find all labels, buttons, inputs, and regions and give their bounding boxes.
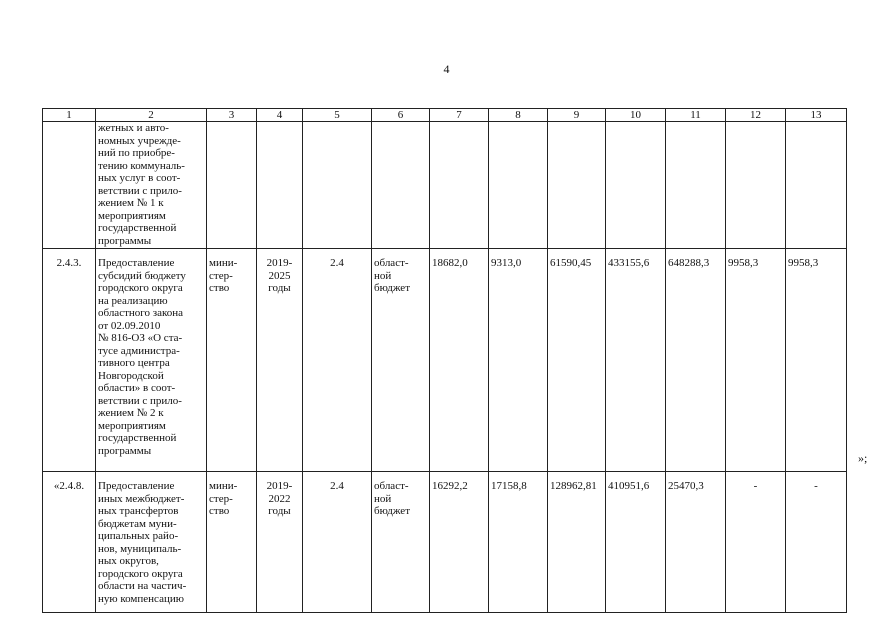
amount-cell: - [786,472,847,613]
amount-cell [666,122,726,249]
amount-cell: - [726,472,786,613]
amount-cell [489,122,548,249]
header-cell: 11 [666,109,726,122]
funding-source: област- ной бюджет [372,472,430,613]
header-cell: 5 [303,109,372,122]
target-index [303,122,372,249]
amount-cell: 18682,0 [430,249,489,472]
amount-cell [606,122,666,249]
header-cell: 1 [43,109,96,122]
amount-cell: 9958,3 [726,249,786,472]
amount-cell: 9958,3 [786,249,847,472]
amount-cell: 16292,2 [430,472,489,613]
table-row [43,249,847,472]
header-cell: 10 [606,109,666,122]
item-number [43,122,96,249]
executor [207,122,257,249]
amount-cell [786,122,847,249]
item-description: жетных и авто- номных учрежде- ний по приобре- тению коммуналь- ных услуг в соот- ветствии с прило- жением № 1 к мероприятиям государственной программы [96,122,207,249]
funding-source: област- ной бюджет [372,249,430,472]
header-cell: 3 [207,109,257,122]
header-cell: 9 [548,109,606,122]
target-index: 2.4 [303,472,372,613]
period: 2019- 2025 годы [257,249,303,472]
amount-cell: 61590,45 [548,249,606,472]
period: 2019- 2022 годы [257,472,303,613]
header-cell: 8 [489,109,548,122]
amount-cell [726,122,786,249]
amount-cell [430,122,489,249]
amount-cell: 648288,3 [666,249,726,472]
item-number: 2.4.3. [43,249,96,472]
amount-cell: 9313,0 [489,249,548,472]
item-description: Предоставление иных межбюджет- ных трансфертов бюджетам муни- ципальных райо- нов, муниципаль- ных округов, городского округа области на частич- ную компенсацию [96,472,207,613]
table-row [43,472,847,613]
target-index: 2.4 [303,249,372,472]
header-cell: 2 [96,109,207,122]
table-row [43,122,847,249]
header-cell: 4 [257,109,303,122]
page-number: 4 [443,62,450,76]
header-cell: 13 [786,109,847,122]
budget-table [42,108,847,613]
executor: мини- стер- ство [207,249,257,472]
amount-cell: 25470,3 [666,472,726,613]
amount-cell: 410951,6 [606,472,666,613]
amount-cell: 433155,6 [606,249,666,472]
item-number: «2.4.8. [43,472,96,613]
executor: мини- стер- ство [207,472,257,613]
amount-cell: 128962,81 [548,472,606,613]
header-cell: 12 [726,109,786,122]
amount-cell [548,122,606,249]
amount-cell: 17158,8 [489,472,548,613]
header-cell: 6 [372,109,430,122]
header-cell: 7 [430,109,489,122]
item-description: Предоставление субсидий бюджету городского округа на реализацию областного закона от 02.09.2010 № 816-ОЗ «О ста- тусе администра- тивного центра Новгородской области» в соот- ветствии с прило- жением № 2 к мероприятиям государственной программы [96,249,207,472]
row-end-mark: »; [858,451,868,465]
header-row [43,109,847,122]
funding-source [372,122,430,249]
period [257,122,303,249]
